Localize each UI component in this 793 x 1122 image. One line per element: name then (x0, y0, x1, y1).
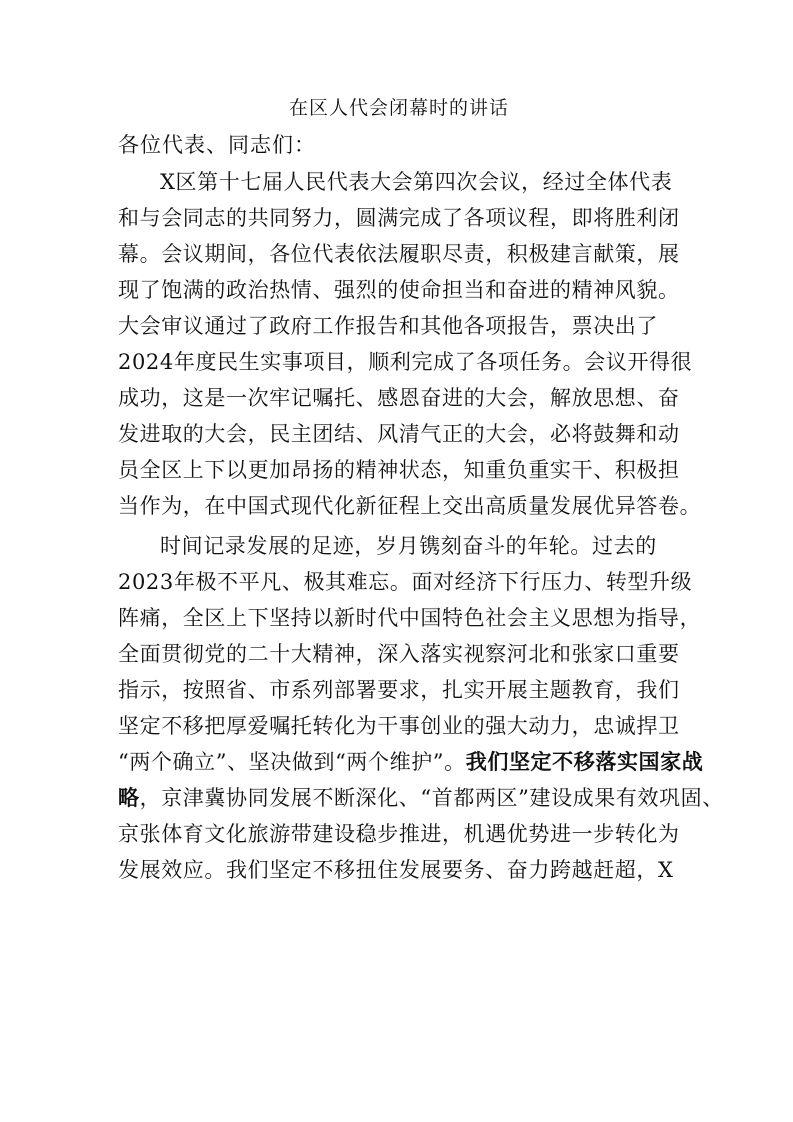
emphasis-text: 略 (118, 785, 140, 810)
paragraph-line: 和与会同志的共同努力，圆满完成了各项议程，即将胜利闭 (118, 206, 680, 230)
paragraph-line-mixed (118, 780, 724, 816)
paragraph-line: 发进取的大会，民主团结、风清气正的大会，必将鼓舞和动 (118, 422, 680, 446)
paragraph-line: 2023年极不平凡、极其难忘。面对经济下行压力、转型升级 (118, 570, 693, 594)
paragraph-line: 指示，按照省、市系列部署要求，扎实开展主题教育，我们 (118, 678, 680, 702)
paragraph-line: 成功，这是一次牢记嘱托、感恩奋进的大会，解放思想、奋 (118, 386, 680, 410)
paragraph-2 (118, 528, 724, 888)
paragraph-line: 现了饱满的政治热情、强烈的使命担当和奋进的精神风貌。 (118, 278, 680, 302)
paragraph-line: 员全区上下以更加昂扬的精神状态，知重负重实干、积极担 (118, 458, 680, 482)
paragraph-line: 当作为，在中国式现代化新征程上交出高质量发展优异答卷。 (118, 494, 702, 518)
salutation: 各位代表、同志们： (118, 133, 316, 157)
document-page (118, 90, 724, 892)
paragraph-line-mixed (118, 744, 704, 780)
paragraph-text: ，京津冀协同发展不断深化、“首都两区”建设成果有效巩固、 (139, 786, 724, 810)
paragraph-1 (118, 164, 702, 524)
emphasis-text: 我们坚定不移落实国家战 (465, 749, 704, 774)
paragraph-line: 全面贯彻党的二十大精神，深入落实视察河北和张家口重要 (118, 642, 680, 666)
paragraph-line: 时间记录发展的足迹，岁月镌刻奋斗的年轮。过去的 (160, 534, 657, 558)
paragraph-line: 2024年度民生实事项目，顺利完成了各项任务。会议开得很 (118, 350, 693, 374)
paragraph-line: 阵痛，全区上下坚持以新时代中国特色社会主义思想为指导， (118, 606, 702, 630)
paragraph-line: 幕。会议期间，各位代表依法履职尽责，积极建言献策，展 (118, 242, 680, 266)
document-title: 在区人代会闭幕时的讲话 (288, 97, 509, 119)
paragraph-line: 发展效应。我们坚定不移扭住发展要务、奋力跨越赶超，X (118, 858, 674, 882)
paragraph-line: 大会审议通过了政府工作报告和其他各项报告，票决出了 (118, 314, 658, 338)
paragraph-line: 坚定不移把厚爱嘱托转化为干事创业的强大动力，忠诚捍卫 (118, 714, 680, 738)
paragraph-line: 京张体育文化旅游带建设稳步推进，机遇优势进一步转化为 (118, 822, 680, 846)
paragraph-line: X区第十七届人民代表大会第四次会议，经过全体代表 (160, 170, 673, 194)
paragraph-text: “两个确立”、坚决做到“两个维护”。 (118, 750, 466, 774)
